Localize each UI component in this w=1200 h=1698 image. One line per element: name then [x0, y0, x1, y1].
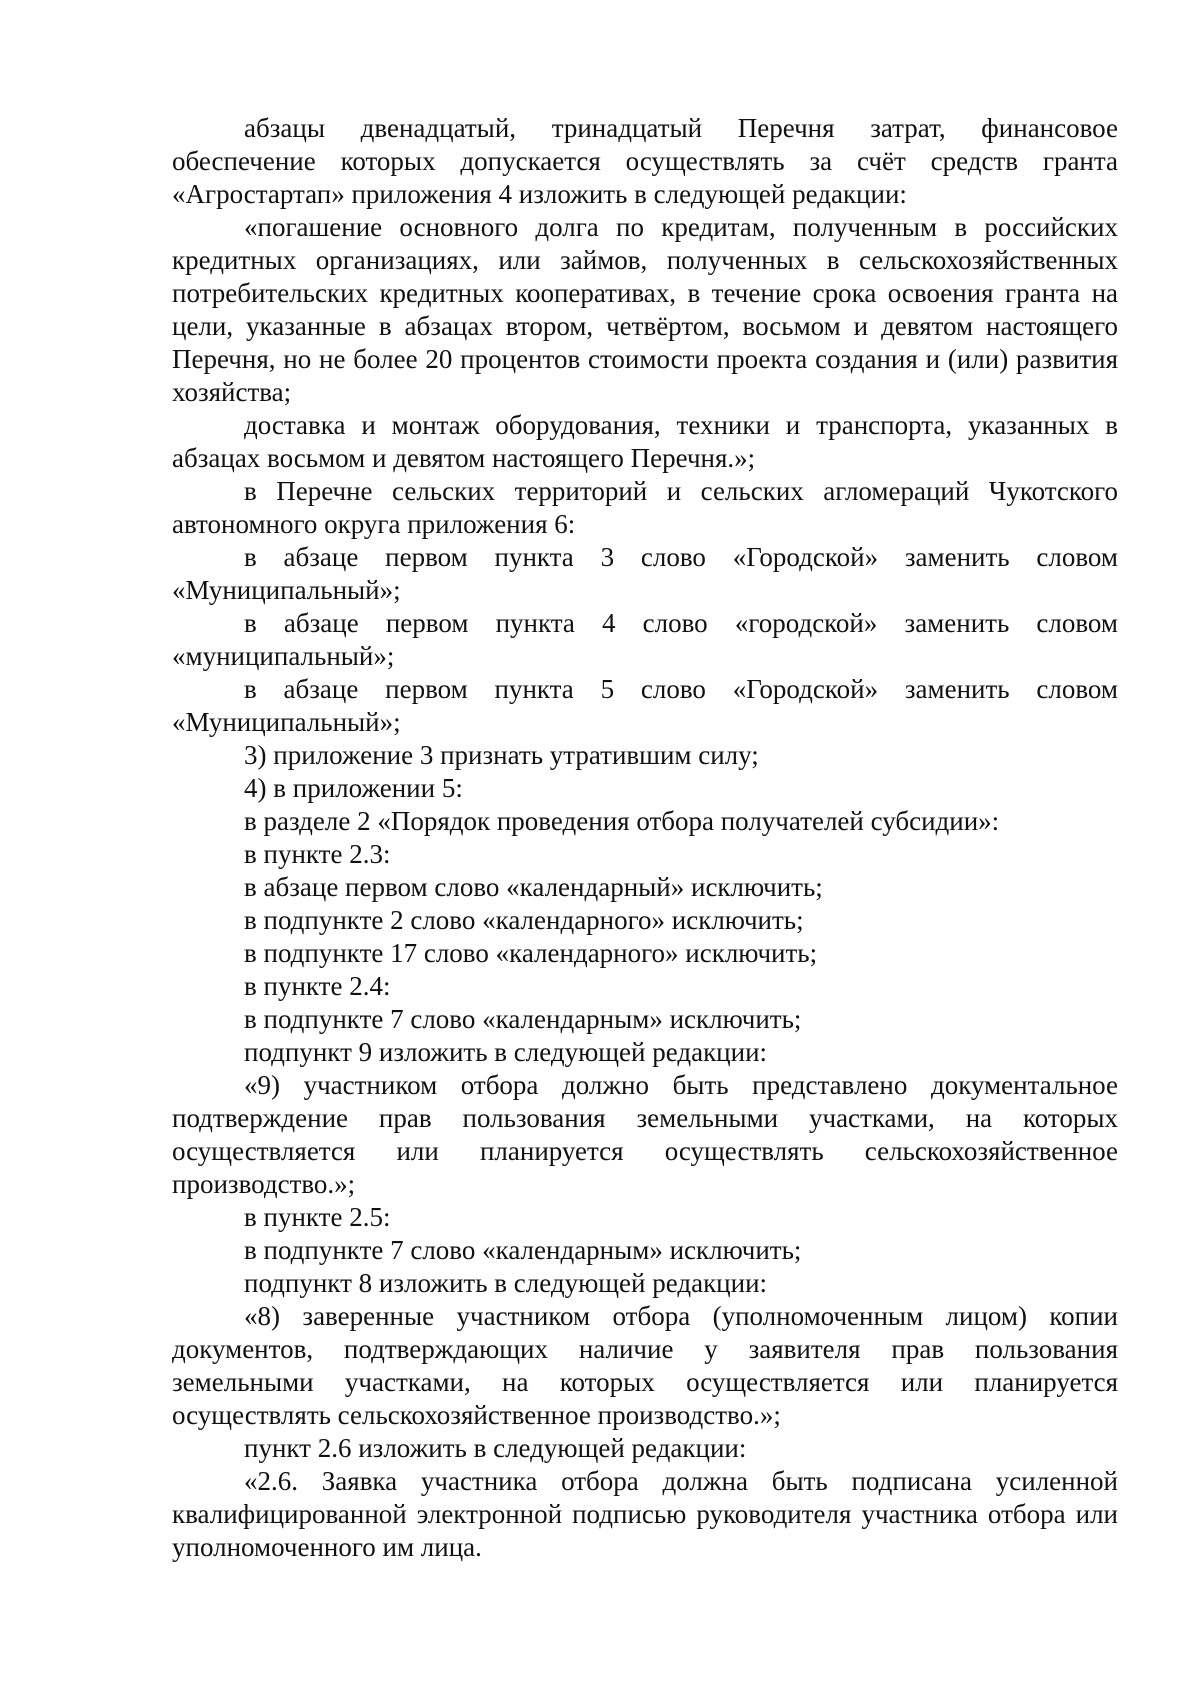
paragraph: в абзаце первом пункта 4 слово «городской» заменить словом «муниципальный»; — [172, 608, 1118, 671]
paragraph: в пункте 2.5: — [244, 1202, 391, 1232]
paragraph: «2.6. Заявка участника отбора должна быть подписана усиленной квалифицированной электронной подписью руководителя участника отбора или уполномоченного им лица. — [172, 1466, 1118, 1562]
paragraph: в разделе 2 «Порядок проведения отбора получателей субсидии»: — [244, 806, 1000, 836]
paragraph: «погашение основного долга по кредитам, полученным в российских кредитных организациях, или займов, полученных в сельскохозяйственных потребительских кредитных кооперативах, в течение срока освоения гранта на цели, указанные в абзацах втором, четвёртом, восьмом и девятом настоящего Перечня, но не более 20 процентов стоимости проекта создания и (или) развития хозяйства; — [172, 212, 1118, 407]
paragraph: «9) участником отбора должно быть представлено документальное подтверждение прав пользования земельными участками, на которых осуществляется или планируется осуществлять сельскохозяйственное производство.»; — [172, 1070, 1118, 1199]
paragraph: в пункте 2.3: — [244, 839, 391, 869]
paragraph: 3) приложение 3 признать утратившим силу; — [244, 740, 759, 770]
paragraph: подпункт 8 изложить в следующей редакции: — [244, 1268, 768, 1298]
paragraph: в абзаце первом пункта 3 слово «Городской» заменить словом «Муниципальный»; — [172, 542, 1118, 605]
paragraph: в подпункте 17 слово «календарного» исключить; — [244, 938, 818, 968]
paragraph: в абзаце первом пункта 5 слово «Городской» заменить словом «Муниципальный»; — [172, 674, 1118, 737]
paragraph: пункт 2.6 изложить в следующей редакции: — [244, 1433, 747, 1463]
paragraph: в подпункте 7 слово «календарным» исключить; — [244, 1235, 802, 1265]
paragraph: в пункте 2.4: — [244, 971, 391, 1001]
paragraph: «8) заверенные участником отбора (уполномоченным лицом) копии документов, подтверждающих наличие у заявителя прав пользования земельными участками, на которых осуществляется или планируется осуществлять сельскохозяйственное производство.»; — [172, 1301, 1118, 1430]
paragraph: абзацы двенадцатый, тринадцатый Перечня затрат, финансовое обеспечение которых допускается осуществлять за счёт средств гранта «Агростартап» приложения 4 изложить в следующей редакции: — [172, 113, 1118, 209]
paragraph: в Перечне сельских территорий и сельских агломераций Чукотского автономного округа приложения 6: — [172, 476, 1118, 539]
paragraph: в подпункте 7 слово «календарным» исключить; — [244, 1004, 802, 1034]
paragraph: подпункт 9 изложить в следующей редакции: — [244, 1037, 768, 1067]
paragraph: в абзаце первом слово «календарный» исключить; — [244, 872, 823, 902]
paragraph: 4) в приложении 5: — [244, 773, 463, 803]
document-page — [172, 112, 1118, 1564]
paragraph: в подпункте 2 слово «календарного» исключить; — [244, 905, 804, 935]
paragraph: доставка и монтаж оборудования, техники и транспорта, указанных в абзацах восьмом и девятом настоящего Перечня.»; — [172, 410, 1118, 473]
